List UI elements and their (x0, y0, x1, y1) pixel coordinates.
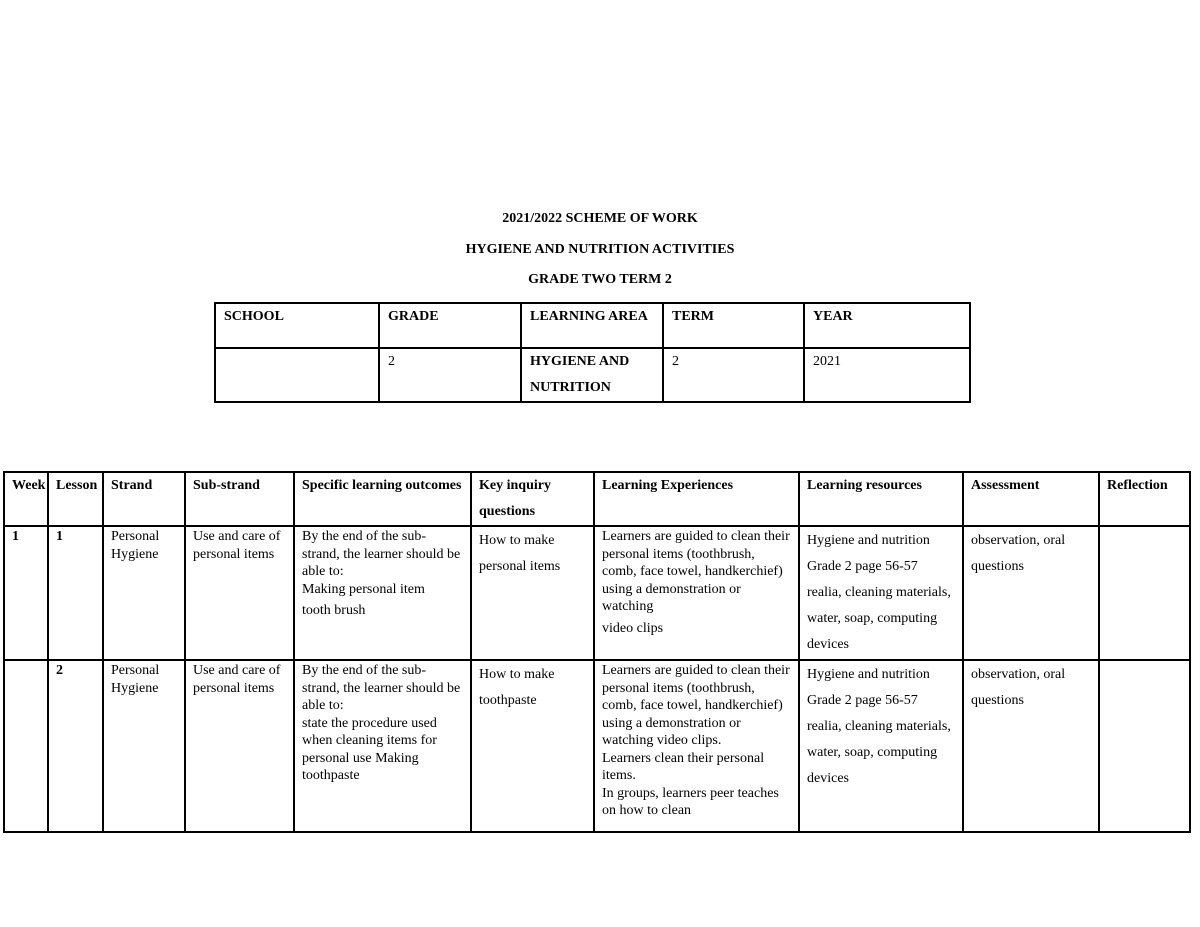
cell-sub-strand: Use and care of personal items (185, 660, 294, 832)
info-value-year: 2021 (804, 348, 970, 402)
cell-sub-strand: Use and care of personal items (185, 526, 294, 660)
header-lesson: Lesson (48, 472, 103, 526)
cell-week (4, 660, 48, 832)
cell-assessment: observation, oral questions (963, 526, 1099, 660)
experiences-extra: In groups, learners peer teaches on how to clean (602, 785, 779, 818)
cell-lesson: 1 (48, 526, 103, 660)
info-value-learning-area: HYGIENE AND NUTRITION (521, 348, 663, 402)
outcomes-item: state the procedure used when cleaning items for personal use Making toothpaste (302, 715, 437, 783)
cell-reflection (1099, 660, 1190, 832)
info-header-grade: GRADE (379, 303, 521, 348)
header-sub-strand: Sub-strand (185, 472, 294, 526)
header-week: Week (4, 472, 48, 526)
outcomes-item: tooth brush (302, 603, 366, 618)
table-row (4, 526, 1190, 660)
info-header-year: YEAR (804, 303, 970, 348)
header-reflection: Reflection (1099, 472, 1190, 526)
cell-week: 1 (4, 526, 48, 660)
cell-outcomes (294, 660, 471, 832)
info-header-row (215, 303, 970, 348)
experiences-main: Learners are guided to clean their personal items (toothbrush, comb, face towel, handkerchief) using a demonstration or watching video clips. (602, 663, 790, 748)
title-grade-term: GRADE TWO TERM 2 (528, 272, 672, 287)
outcomes-item: Making personal item (302, 581, 425, 597)
document-titles (0, 208, 1200, 300)
cell-resources: Hygiene and nutrition Grade 2 page 56-57 realia, cleaning materials, water, soap, computing devices (799, 660, 963, 832)
cell-strand: Personal Hygiene (103, 526, 185, 660)
cell-assessment: observation, oral questions (963, 660, 1099, 832)
header-resources: Learning resources (799, 472, 963, 526)
experiences-extra: video clips (602, 620, 664, 636)
outcomes-intro: By the end of the sub-strand, the learner should be able to: (302, 529, 461, 579)
cell-resources: Hygiene and nutrition Grade 2 page 56-57 realia, cleaning materials, water, soap, computing devices (799, 526, 963, 660)
header-strand: Strand (103, 472, 185, 526)
cell-strand: Personal Hygiene (103, 660, 185, 832)
info-table (214, 302, 971, 403)
cell-lesson: 2 (48, 660, 103, 832)
experiences-extra: Learners clean their personal items. (602, 750, 765, 783)
experiences-main: Learners are guided to clean their personal items (toothbrush, comb, face towel, handkerchief) using a demonstration or watching (602, 529, 790, 614)
cell-outcomes (294, 526, 471, 660)
scheme-of-work-table (3, 471, 1191, 833)
header-outcomes: Specific learning outcomes (294, 472, 471, 526)
cell-reflection (1099, 526, 1190, 660)
header-assessment: Assessment (963, 472, 1099, 526)
header-experiences: Learning Experiences (594, 472, 799, 526)
info-header-learning-area: LEARNING AREA (521, 303, 663, 348)
cell-experiences (594, 526, 799, 660)
info-header-term: TERM (663, 303, 804, 348)
info-header-school: SCHOOL (215, 303, 379, 348)
title-subject: HYGIENE AND NUTRITION ACTIVITIES (465, 241, 735, 257)
title-scheme: 2021/2022 SCHEME OF WORK (502, 211, 698, 226)
cell-experiences (594, 660, 799, 832)
cell-inquiry: How to make personal items (471, 526, 594, 660)
info-value-term: 2 (663, 348, 804, 402)
info-value-grade: 2 (379, 348, 521, 402)
cell-inquiry: How to make toothpaste (471, 660, 594, 832)
scheme-header-row (4, 472, 1190, 526)
header-inquiry: Key inquiry questions (471, 472, 594, 526)
info-value-row (215, 348, 970, 402)
info-value-school (215, 348, 379, 402)
outcomes-intro: By the end of the sub-strand, the learner should be able to: (302, 663, 461, 713)
table-row (4, 660, 1190, 832)
